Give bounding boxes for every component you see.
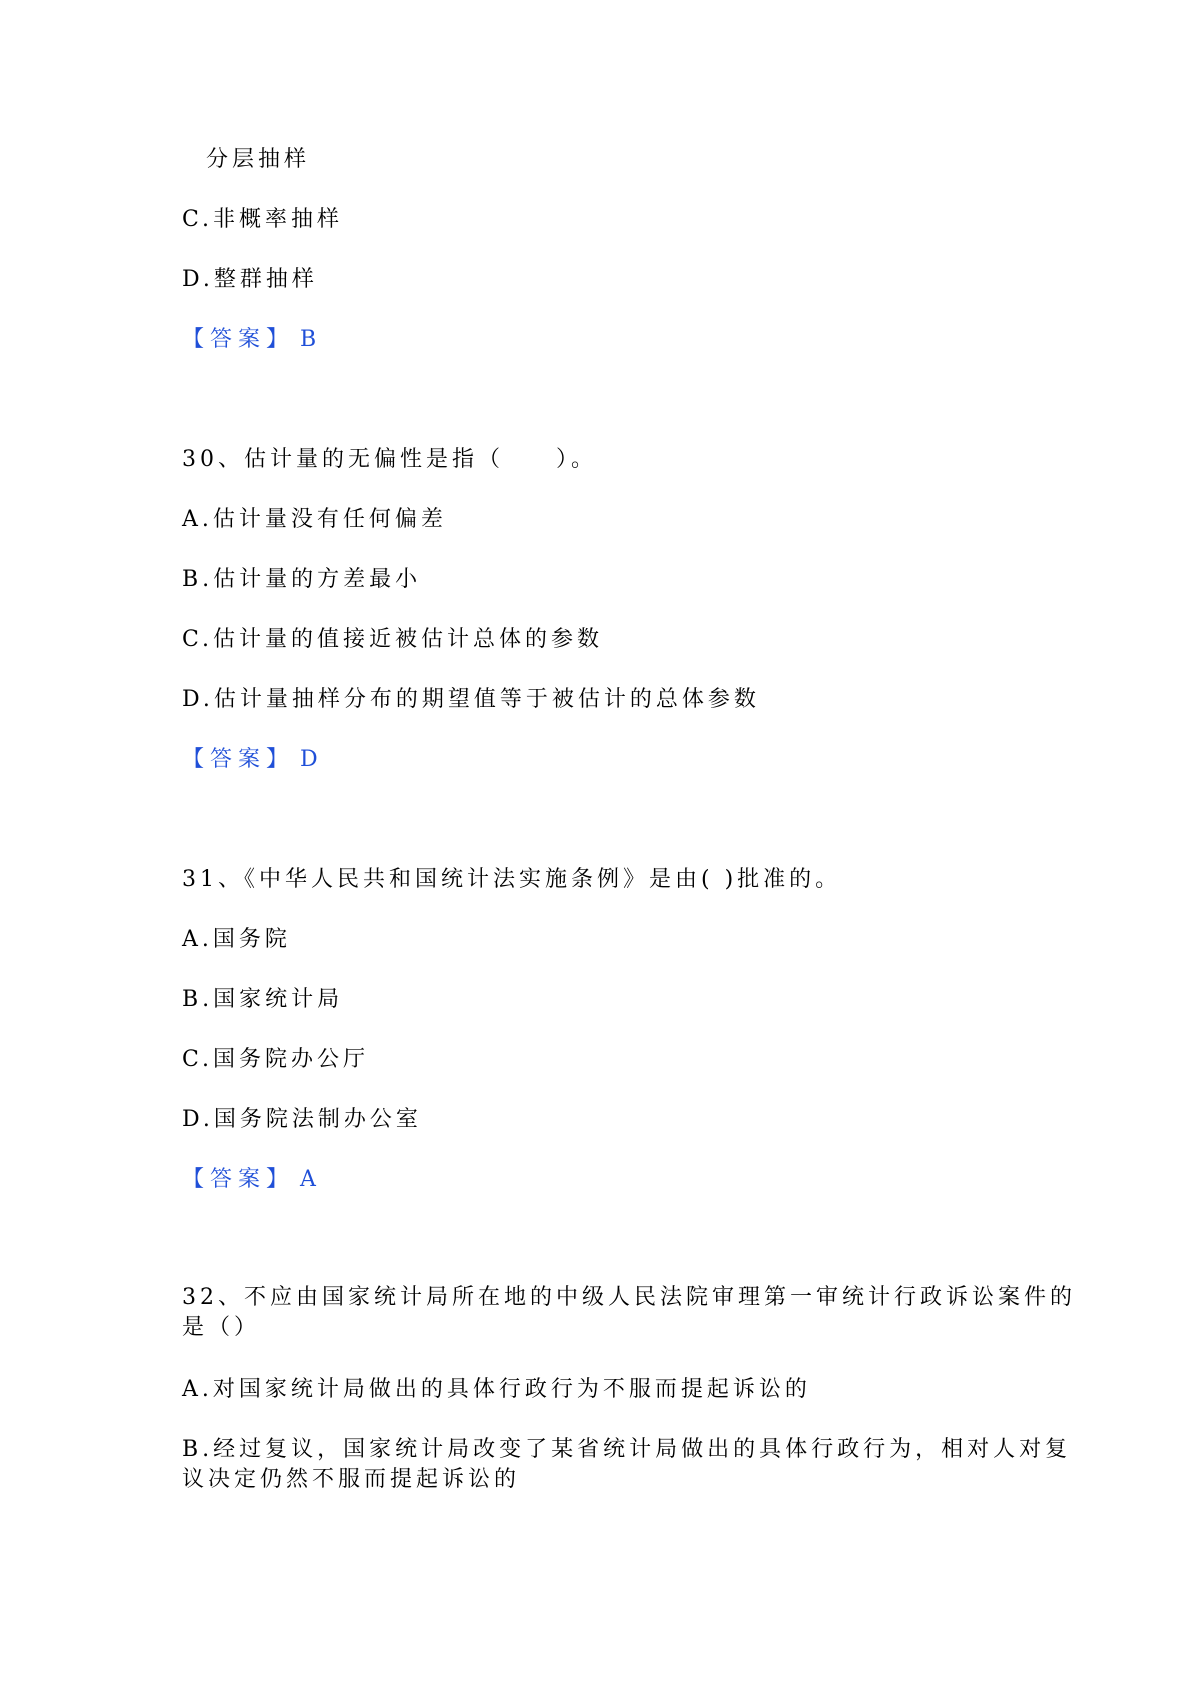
answer-value: D: [300, 747, 322, 772]
q32-option-a: A.对国家统计局做出的具体行政行为不服而提起诉讼的: [182, 1377, 811, 1402]
q32-option-b-line2: 议决定仍然不服而提起诉讼的: [182, 1467, 521, 1492]
answer-tag: 【答案】: [182, 327, 295, 352]
q32-stem-line2: 是（）: [182, 1315, 261, 1340]
q32-option-b-line1: B.经过复议，国家统计局改变了某省统计局做出的具体行政行为，相对人对复: [182, 1437, 1072, 1462]
q30-answer: [182, 745, 322, 775]
answer-value: B: [300, 327, 321, 352]
answer-tag: 【答案】: [182, 747, 295, 772]
q31-option-c: C.国务院办公厅: [182, 1047, 370, 1072]
q30-option-d: D.估计量抽样分布的期望值等于被估计的总体参数: [182, 687, 760, 712]
q30-option-a: A.估计量没有任何偏差: [182, 507, 447, 532]
q30-stem: 30、估计量的无偏性是指（ ）。: [182, 447, 597, 472]
prev-option-b-continued: 分层抽样: [206, 147, 311, 172]
q31-stem: 31、《中华人民共和国统计法实施条例》是由( )批准的。: [182, 867, 842, 892]
answer-tag: 【答案】: [182, 1167, 295, 1192]
q31-option-d: D.国务院法制办公室: [182, 1107, 422, 1132]
prev-option-d: D.整群抽样: [182, 267, 318, 292]
q30-option-b: B.估计量的方差最小: [182, 567, 422, 592]
q32-stem-line1: 32、不应由国家统计局所在地的中级人民法院审理第一审统计行政诉讼案件的: [182, 1285, 1076, 1310]
prev-answer: [182, 325, 320, 355]
answer-value: A: [300, 1167, 320, 1192]
prev-option-c: C.非概率抽样: [182, 207, 344, 232]
q31-answer: [182, 1165, 320, 1195]
q30-option-c: C.估计量的值接近被估计总体的参数: [182, 627, 604, 652]
q31-option-a: A.国务院: [182, 927, 291, 952]
q31-option-b: B.国家统计局: [182, 987, 344, 1012]
